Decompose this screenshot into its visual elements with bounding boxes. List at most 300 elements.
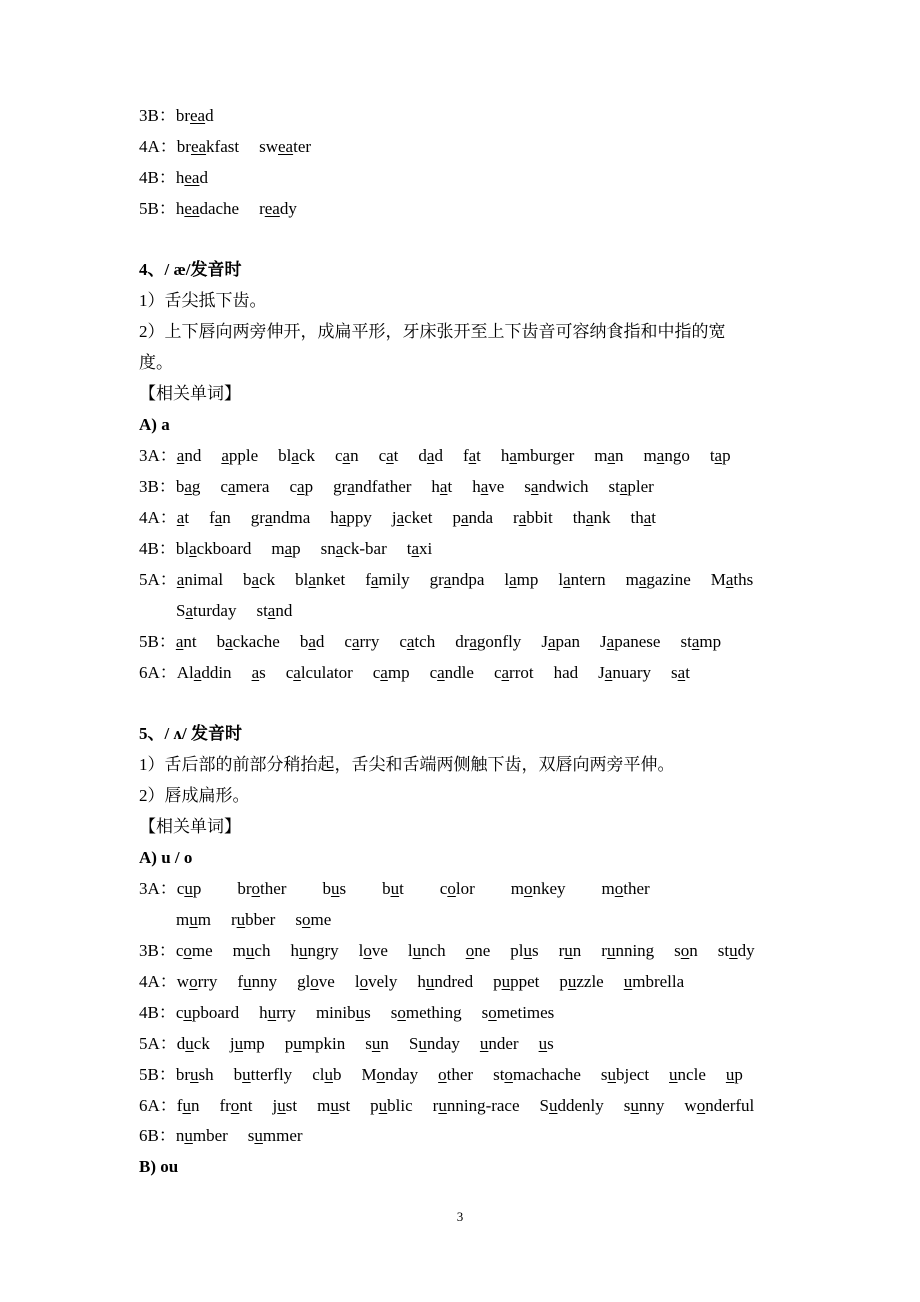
vocab-word: just <box>272 1096 298 1115</box>
grade-label: 5A： <box>139 570 177 589</box>
vocab-word: fun <box>176 1096 200 1115</box>
vocab-word: Japan <box>541 632 581 651</box>
underlined-vowel: u <box>479 1034 489 1053</box>
word-list-line <box>139 630 741 654</box>
vocab-word: sometimes <box>481 1003 555 1022</box>
underlined-vowel: o <box>376 1065 386 1084</box>
underlined-vowel: a <box>214 508 223 527</box>
vocab-word: hat <box>431 477 453 496</box>
underlined-vowel: u <box>425 972 435 991</box>
vocab-word: subject <box>600 1065 650 1084</box>
underlined-vowel: u <box>234 1034 244 1053</box>
word-list-line <box>139 104 234 128</box>
underlined-vowel: u <box>245 941 255 960</box>
vocab-word: worry <box>176 972 218 991</box>
underlined-vowel: a <box>443 570 452 589</box>
underlined-vowel: u <box>267 1003 277 1022</box>
grade-label: 6A： <box>139 663 177 682</box>
vocab-word: sweater <box>259 137 312 156</box>
underlined-vowel: u <box>236 910 246 929</box>
underlined-vowel: a <box>509 446 517 465</box>
vocab-word: monkey <box>510 879 566 898</box>
underlined-vowel: u <box>538 1034 548 1053</box>
underlined-vowel: a <box>251 663 260 682</box>
vocab-word: Aladdin <box>176 663 232 682</box>
underlined-vowel: a <box>714 446 723 465</box>
vocab-word: magazine <box>625 570 691 589</box>
word-list-line <box>139 537 452 561</box>
vocab-word: Suddenly <box>539 1096 604 1115</box>
underlined-vowel: u <box>185 1034 194 1053</box>
vocab-word: carrot <box>493 663 534 682</box>
underlined-vowel: u <box>184 1126 193 1145</box>
text-line: 【相关单词】 <box>139 817 241 836</box>
underlined-vowel: a <box>604 663 613 682</box>
underlined-vowel: o <box>680 941 690 960</box>
underlined-vowel: a <box>677 663 686 682</box>
vocab-word: thank <box>572 508 611 527</box>
vocab-word: stamp <box>680 632 722 651</box>
word-list-line <box>176 599 312 623</box>
vocab-word: love <box>358 941 388 960</box>
vocab-word: minibus <box>315 1003 371 1022</box>
vocab-word: puppet <box>493 972 540 991</box>
vocab-word: have <box>472 477 505 496</box>
vocab-word: stomachache <box>493 1065 581 1084</box>
vocab-word: Monday <box>361 1065 419 1084</box>
underlined-vowel: a <box>225 632 233 651</box>
vocab-word: sat <box>671 663 690 682</box>
underlined-vowel: o <box>301 910 311 929</box>
underlined-vowel: a <box>308 632 316 651</box>
underlined-vowel: u <box>607 1065 616 1084</box>
underlined-vowel: u <box>549 1096 558 1115</box>
vocab-word: headache <box>175 199 240 218</box>
vocab-word: rabbit <box>513 508 553 527</box>
underlined-vowel: o <box>363 941 372 960</box>
underlined-vowel: a <box>439 477 448 496</box>
underlined-vowel: u <box>182 1096 191 1115</box>
vocab-word: butterfly <box>233 1065 293 1084</box>
underlined-vowel: a <box>335 539 344 558</box>
underlined-vowel: u <box>242 1065 251 1084</box>
vocab-word: umbrella <box>623 972 685 991</box>
vocab-word: Saturday <box>176 601 237 620</box>
section-heading: A) a <box>139 415 170 434</box>
vocab-word: sunny <box>623 1096 665 1115</box>
vocab-word: glove <box>297 972 335 991</box>
vocab-word: blanket <box>295 570 346 589</box>
vocab-word: something <box>390 1003 462 1022</box>
vocab-word: stand <box>256 601 293 620</box>
grade-label: 3A： <box>139 879 177 898</box>
underlined-vowel: o <box>438 1065 447 1084</box>
underlined-vowel: o <box>696 1096 706 1115</box>
vocab-word: mango <box>643 446 690 465</box>
vocab-word: calculator <box>285 663 353 682</box>
underlined-vowel: a <box>460 508 469 527</box>
vocab-word: lovely <box>354 972 398 991</box>
underlined-vowel: u <box>438 1096 447 1115</box>
underlined-vowel: a <box>396 508 405 527</box>
underlined-vowel: u <box>412 941 422 960</box>
word-list-line <box>139 135 331 159</box>
vocab-word: ready <box>259 199 297 218</box>
vocab-word: front <box>219 1096 253 1115</box>
vocab-word: come <box>175 941 213 960</box>
underlined-vowel: u <box>277 1096 286 1115</box>
grade-label: 5B： <box>139 199 176 218</box>
underlined-vowel: o <box>488 1003 497 1022</box>
underlined-vowel: u <box>355 1003 365 1022</box>
underlined-vowel: a <box>426 446 435 465</box>
underlined-vowel: ea <box>264 199 280 218</box>
vocab-word: dragonfly <box>455 632 522 651</box>
vocab-word: hungry <box>290 941 339 960</box>
vocab-word: running <box>601 941 655 960</box>
underlined-vowel: o <box>614 879 624 898</box>
vocab-word: summer <box>247 1126 303 1145</box>
underlined-vowel: a <box>264 508 273 527</box>
underlined-vowel: ea <box>190 137 207 156</box>
underlined-vowel: a <box>338 508 347 527</box>
vocab-word: hamburger <box>500 446 575 465</box>
word-list-line <box>139 444 751 468</box>
word-list-line <box>139 939 775 963</box>
underlined-vowel: o <box>397 1003 406 1022</box>
vocab-word: but <box>382 879 404 898</box>
underlined-vowel: a <box>308 570 316 589</box>
underlined-vowel: a <box>406 632 415 651</box>
underlined-vowel: u <box>523 941 532 960</box>
vocab-word: fat <box>462 446 481 465</box>
underlined-vowel: u <box>669 1065 678 1084</box>
text-line: 2）唇成扁形。 <box>139 786 250 805</box>
vocab-word: public <box>370 1096 413 1115</box>
vocab-word: bus <box>322 879 347 898</box>
underlined-vowel: u <box>390 879 400 898</box>
vocab-word: some <box>295 910 332 929</box>
grade-label: 5B： <box>139 632 176 651</box>
underlined-vowel: a <box>193 663 202 682</box>
word-list-line <box>139 166 228 190</box>
underlined-vowel: a <box>643 508 652 527</box>
grade-label: 4A： <box>139 137 177 156</box>
vocab-word: mum <box>176 910 211 929</box>
vocab-word: other <box>438 1065 474 1084</box>
vocab-word: breakfast <box>176 137 240 156</box>
section-heading: A) u / o <box>139 848 193 867</box>
vocab-word: under <box>479 1034 519 1053</box>
vocab-word: wonderful <box>684 1096 755 1115</box>
underlined-vowel: u <box>606 941 616 960</box>
vocab-word: head <box>175 168 208 187</box>
vocab-word: catch <box>399 632 436 651</box>
vocab-word: puzzle <box>559 972 604 991</box>
section-heading: 5、/ ʌ/ 发音时 <box>139 724 242 743</box>
vocab-word: panda <box>452 508 494 527</box>
underlined-vowel: u <box>243 972 252 991</box>
underlined-vowel: o <box>523 879 533 898</box>
word-list-line <box>139 970 704 994</box>
word-list-line <box>139 1094 774 1118</box>
vocab-word: apple <box>221 446 259 465</box>
underlined-vowel: a <box>530 477 539 496</box>
vocab-word: family <box>365 570 410 589</box>
underlined-vowel: u <box>729 941 738 960</box>
underlined-vowel: a <box>656 446 665 465</box>
vocab-word: cap <box>289 477 314 496</box>
vocab-word: animal <box>176 570 224 589</box>
underlined-vowel: u <box>184 879 193 898</box>
word-list-line <box>139 1032 574 1056</box>
underlined-vowel: u <box>254 1126 263 1145</box>
grade-label: 4B： <box>139 168 176 187</box>
vocab-word: run <box>558 941 582 960</box>
underlined-vowel: a <box>585 508 594 527</box>
vocab-word: candle <box>429 663 474 682</box>
vocab-word: up <box>725 1065 743 1084</box>
underlined-vowel: u <box>324 1065 333 1084</box>
vocab-word: dad <box>418 446 443 465</box>
vocab-word: tap <box>709 446 731 465</box>
text-line: 1）舌后部的前部分稍抬起，舌尖和舌端两侧触下齿，双唇向两旁平伸。 <box>139 755 675 774</box>
underlined-vowel: a <box>176 446 185 465</box>
underlined-vowel: u <box>418 1034 427 1053</box>
word-list-line <box>176 908 351 932</box>
underlined-vowel: a <box>437 663 445 682</box>
vocab-word: cupboard <box>175 1003 240 1022</box>
underlined-vowel: a <box>297 477 305 496</box>
underlined-vowel: ea <box>184 168 200 187</box>
underlined-vowel: a <box>518 508 527 527</box>
underlined-vowel: a <box>176 570 185 589</box>
vocab-word: and <box>176 446 202 465</box>
underlined-vowel: o <box>359 972 369 991</box>
underlined-vowel: u <box>501 972 511 991</box>
page-number: 3 <box>456 1209 464 1224</box>
vocab-word: sandwich <box>524 477 589 496</box>
underlined-vowel: a <box>347 477 355 496</box>
vocab-word: jump <box>229 1034 265 1053</box>
vocab-word: as <box>251 663 266 682</box>
grade-label: 6B： <box>139 1126 176 1145</box>
word-list-line <box>139 1001 574 1025</box>
underlined-vowel: u <box>564 941 573 960</box>
underlined-vowel: a <box>638 570 647 589</box>
vocab-word: mother <box>601 879 650 898</box>
vocab-word: must <box>317 1096 351 1115</box>
vocab-word: at <box>176 508 190 527</box>
underlined-vowel: o <box>251 879 260 898</box>
vocab-word: funny <box>237 972 278 991</box>
underlined-vowel: a <box>725 570 734 589</box>
word-list-line <box>139 197 317 221</box>
underlined-vowel: a <box>184 477 192 496</box>
underlined-vowel: u <box>371 1034 381 1053</box>
underlined-vowel: u <box>630 1096 639 1115</box>
vocab-word: brush <box>175 1065 214 1084</box>
underlined-vowel: a <box>468 446 477 465</box>
underlined-vowel: a <box>370 570 379 589</box>
underlined-vowel: a <box>291 446 299 465</box>
grade-label: 3B： <box>139 477 176 496</box>
underlined-vowel: o <box>189 972 198 991</box>
underlined-vowel: a <box>227 477 236 496</box>
underlined-vowel: a <box>480 477 489 496</box>
grade-label: 4A： <box>139 508 177 527</box>
vocab-word: fan <box>209 508 231 527</box>
underlined-vowel: a <box>509 570 517 589</box>
vocab-word: sun <box>365 1034 389 1053</box>
vocab-word: blackboard <box>175 539 252 558</box>
grade-label: 5B： <box>139 1065 176 1084</box>
underlined-vowel: a <box>411 539 420 558</box>
underlined-vowel: ea <box>184 199 200 218</box>
underlined-vowel: o <box>465 941 475 960</box>
underlined-vowel: u <box>725 1065 735 1084</box>
vocab-word: Sunday <box>408 1034 460 1053</box>
underlined-vowel: ea <box>190 106 206 125</box>
text-line: 度。 <box>139 353 173 372</box>
underlined-vowel: a <box>351 632 360 651</box>
vocab-word: study <box>717 941 755 960</box>
underlined-vowel: a <box>469 632 477 651</box>
vocab-word: cup <box>176 879 202 898</box>
vocab-word: bread <box>175 106 214 125</box>
vocab-word: back <box>243 570 276 589</box>
grade-label: 4B： <box>139 1003 176 1022</box>
underlined-vowel: a <box>175 632 184 651</box>
text-line: 【相关单词】 <box>139 384 241 403</box>
underlined-vowel: u <box>330 879 340 898</box>
underlined-vowel: a <box>547 632 556 651</box>
underlined-vowel: u <box>189 910 198 929</box>
vocab-word: Maths <box>710 570 754 589</box>
grade-label: 6A： <box>139 1096 177 1115</box>
vocab-word: hundred <box>417 972 474 991</box>
underlined-vowel: a <box>606 632 615 651</box>
vocab-word: hurry <box>259 1003 296 1022</box>
vocab-word: brother <box>237 879 287 898</box>
underlined-vowel: o <box>447 879 456 898</box>
vocab-word: bag <box>175 477 201 496</box>
underlined-vowel: a <box>380 663 388 682</box>
underlined-vowel: a <box>185 601 194 620</box>
vocab-word: lunch <box>407 941 446 960</box>
vocab-word: plus <box>510 941 539 960</box>
underlined-vowel: u <box>378 1096 388 1115</box>
vocab-word: ant <box>175 632 197 651</box>
vocab-word: lamp <box>504 570 539 589</box>
vocab-word: grandfather <box>333 477 412 496</box>
underlined-vowel: u <box>293 1034 302 1053</box>
vocab-word: son <box>674 941 698 960</box>
vocab-word: pumpkin <box>284 1034 346 1053</box>
underlined-vowel: ea <box>278 137 294 156</box>
underlined-vowel: u <box>330 1096 339 1115</box>
vocab-word: running-race <box>432 1096 520 1115</box>
underlined-vowel: o <box>310 972 319 991</box>
section-heading: B) ou <box>139 1157 179 1176</box>
underlined-vowel: u <box>190 1065 199 1084</box>
vocab-word: much <box>232 941 271 960</box>
word-list-line <box>139 506 676 530</box>
vocab-word: rubber <box>230 910 276 929</box>
vocab-word: carry <box>344 632 380 651</box>
vocab-word: January <box>598 663 652 682</box>
vocab-word: happy <box>330 508 372 527</box>
underlined-vowel: o <box>504 1065 513 1084</box>
vocab-word: camp <box>372 663 410 682</box>
underlined-vowel: a <box>176 508 185 527</box>
vocab-word: cat <box>378 446 399 465</box>
section-heading: 4、/ æ/发音时 <box>139 260 242 279</box>
underlined-vowel: o <box>183 941 192 960</box>
underlined-vowel: u <box>567 972 577 991</box>
grade-label: 3B： <box>139 106 176 125</box>
underlined-vowel: a <box>267 601 276 620</box>
underlined-vowel: a <box>342 446 351 465</box>
underlined-vowel: a <box>619 477 628 496</box>
vocab-word: color <box>439 879 475 898</box>
vocab-word: camera <box>220 477 270 496</box>
vocab-word: Japanese <box>600 632 661 651</box>
word-list-line <box>139 661 710 685</box>
vocab-word: one <box>465 941 491 960</box>
vocab-word: jacket <box>391 508 433 527</box>
word-list-line <box>139 1124 323 1148</box>
underlined-vowel: a <box>293 663 301 682</box>
underlined-vowel: a <box>501 663 510 682</box>
vocab-word: bad <box>299 632 325 651</box>
underlined-vowel: u <box>623 972 633 991</box>
vocab-word: taxi <box>406 539 433 558</box>
underlined-vowel: o <box>230 1096 240 1115</box>
underlined-vowel: a <box>251 570 260 589</box>
word-list-line <box>139 568 773 592</box>
vocab-word: map <box>271 539 301 558</box>
vocab-word: us <box>538 1034 554 1053</box>
underlined-vowel: u <box>298 941 308 960</box>
vocab-word: duck <box>176 1034 210 1053</box>
vocab-word: backache <box>216 632 280 651</box>
vocab-word: number <box>175 1126 228 1145</box>
vocab-word: snack-bar <box>320 539 387 558</box>
vocab-word: grandpa <box>429 570 485 589</box>
word-list-line <box>139 877 686 901</box>
grade-label: 5A： <box>139 1034 177 1053</box>
vocab-word: man <box>594 446 624 465</box>
text-line: 1）舌尖抵下齿。 <box>139 291 267 310</box>
vocab-word: stapler <box>608 477 654 496</box>
word-list-line <box>139 1063 763 1087</box>
grade-label: 3B： <box>139 941 176 960</box>
vocab-word: uncle <box>669 1065 706 1084</box>
underlined-vowel: a <box>563 570 571 589</box>
underlined-vowel: a <box>607 446 616 465</box>
vocab-word: lantern <box>558 570 606 589</box>
grade-label: 3A： <box>139 446 177 465</box>
vocab-word: club <box>312 1065 342 1084</box>
grade-label: 4A： <box>139 972 177 991</box>
vocab-word: black <box>278 446 315 465</box>
underlined-vowel: a <box>284 539 293 558</box>
underlined-vowel: a <box>221 446 229 465</box>
text-line: 2）上下唇向两旁伸开，成扁平形，牙床张开至上下齿音可容纳食指和中指的宽 <box>139 322 726 341</box>
word-list-line <box>139 475 674 499</box>
underlined-vowel: a <box>189 539 197 558</box>
